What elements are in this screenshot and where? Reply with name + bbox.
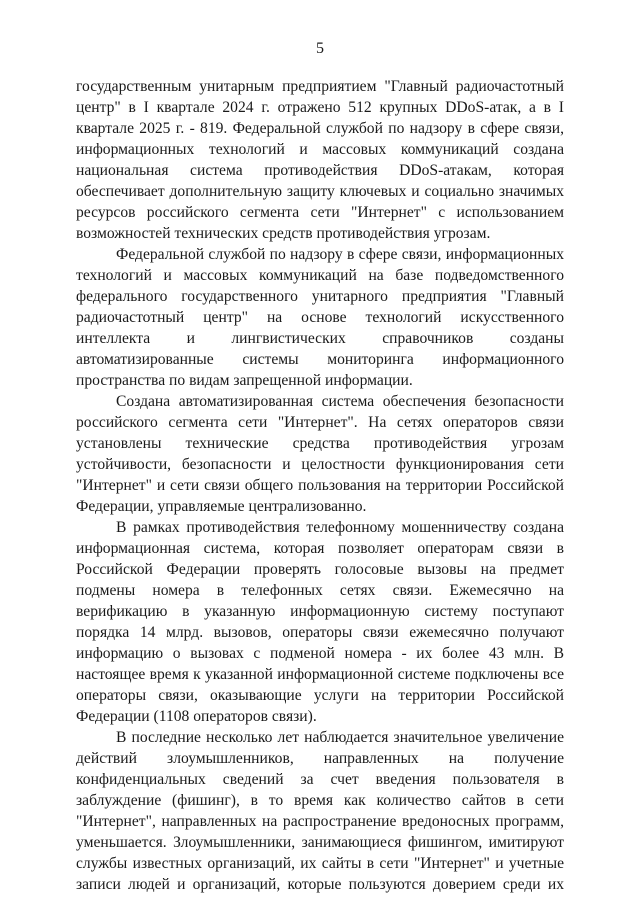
paragraph-monitoring-systems: Федеральной службой по надзору в сфере связи, информационных технологий и массовых коммуникаций на базе подведомственного федерального государственного унитарного предприятия "Главный радиочастотный центр" на основе технологий искусственного интеллекта и лингвистических справочников созданы автоматизированные системы мониторинга информационного пространства по видам запрещенной информации. (76, 246, 564, 389)
paragraph-phone-fraud: В рамках противодействия телефонному мошенничеству создана информационная система, которая позволяет операторам связи в Российской Федерации проверять голосовые вызовы на предмет подмены номера в телефонных сетях связи. Ежемесячно на верификацию в указанную информационную систему поступают порядка 14 млрд. вызовов, операторы связи ежемесячно получают информацию о вызовах с подменой номера - их более 43 млн. В настоящее время к указанной информационной системе подключены все операторы связи, оказывающие услуги на территории Российской Федерации (1108 операторов связи). (76, 519, 564, 725)
document-body (76, 76, 564, 895)
page-number: 5 (316, 40, 324, 57)
paragraph-continuation: государственным унитарным предприятием "Главный радиочастотный центр" в I квартале 2024 г. отражено 512 крупных DDoS-атак, а в I квартале 2025 г. - 819. Федеральной службой по надзору в сфере связи, информационных технологий и массовых коммуникаций создана национальная система противодействия DDoS-атакам, которая обеспечивает дополнительную защиту ключевых и социально значимых ресурсов российского сегмента сети "Интернет" с использованием возможностей технических средств противодействия угрозам. (76, 78, 564, 242)
paragraph-internet-security-system: Создана автоматизированная система обеспечения безопасности российского сегмента сети "Интернет". На сетях операторов связи установлены технические средства противодействия угрозам устойчивости, безопасности и целостности функционирования сети "Интернет" и сети связи общего пользования на территории Российской Федерации, управляемые централизованно. (76, 393, 564, 515)
paragraph-phishing: В последние несколько лет наблюдается значительное увеличение действий злоумышленников, направленных на получение конфиденциальных сведений за счет введения пользователя в заблуждение (фишинг), в то время как количество сайтов в сети "Интернет", направленных на распространение вредоносных программ, уменьшается. Злоумышленники, занимающиеся фишингом, имитируют службы известных организаций, их сайты в сети "Интернет" и учетные записи людей и организаций, которые пользуются доверием среди их (76, 729, 564, 893)
